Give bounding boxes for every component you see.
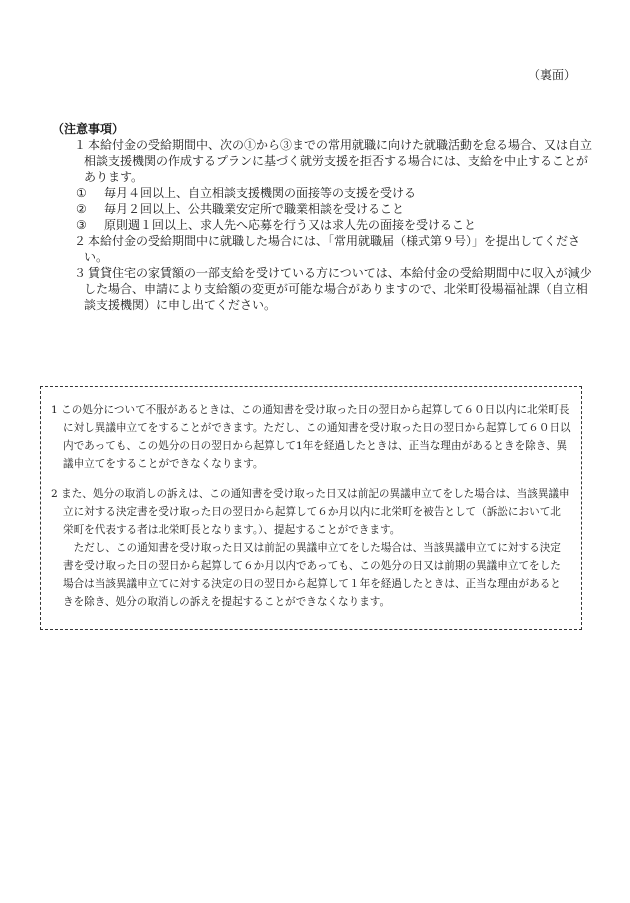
page-side-label: （裏面）: [527, 68, 576, 82]
note-number: ３: [74, 266, 87, 280]
sub-item-3: [76, 217, 592, 233]
sub-item-text: 毎月２回以上、公共職業安定所で職業相談を受けること: [104, 202, 405, 216]
note-number: １: [74, 138, 87, 152]
appeal-number: 1: [51, 404, 58, 416]
sub-item-1: [76, 185, 592, 201]
note-number: ２: [74, 234, 87, 248]
sub-item-text: 原則週１回以上、求人先へ応募を行う又は求人先の面接を受けること: [104, 218, 477, 232]
appeal-paragraph-1: [51, 401, 571, 473]
sub-item-mark: ①: [76, 186, 87, 200]
appeal-text: この処分について不服があるときは、この通知書を受け取った日の翌日から起算して６０日以内に北栄町長に対し異議申立てをすることができます。ただし、この通知書を受け取った日の翌日から起算して６０日以内であっても、この処分の日の翌日から起算して1年を経過したときは、正当な理由があるときを除き、異議申立てをすることができなくなります。: [61, 404, 571, 470]
appeal-number: 2: [51, 488, 58, 500]
note-item-3: [62, 265, 592, 313]
notes-section: [52, 121, 592, 313]
sub-item-mark: ②: [76, 202, 87, 216]
appeal-info-box: [40, 386, 582, 630]
appeal-continuation: ただし、この通知書を受け取った日又は前記の異議申立てをした場合は、当該異議申立てに対する決定書を受け取った日の翌日から起算して６か月以内であっても、この処分の日又は前期の異議申立てをした場合は当該異議申立てに対する決定の日の翌日から起算して１年を経過したときは、正当な理由があるときを除き、処分の取消しの訴えを提起することができなくなります。: [63, 542, 561, 608]
note-sub-list: [52, 185, 592, 233]
note-text: 本給付金の受給期間中に就職した場合には、「常用就職届（様式第９号）」を提出してください。: [84, 234, 581, 264]
appeal-text: また、処分の取消しの訴えは、この通知書を受け取った日又は前記の異議申立てをした場合は、当該異議申立に対する決定書を受け取った日の翌日から起算して６か月以内に北栄町を被告として（訴訟において北栄町を代表する者は北栄町長となります。）、提起することができます。: [61, 488, 570, 536]
sub-item-text: 毎月４回以上、自立相談支援機関の面接等の支援を受ける: [104, 186, 417, 200]
notes-heading: （注意事項）: [52, 122, 125, 136]
note-text: 本給付金の受給期間中、次の①から③までの常用就職に向けた就職活動を怠る場合、又は自立相談支援機関の作成するプランに基づく就労支援を拒否する場合には、支給を中止することがあります。: [84, 138, 593, 184]
sub-item-mark: ③: [76, 218, 87, 232]
note-item-2: [62, 233, 592, 265]
appeal-paragraph-2: [51, 485, 571, 611]
note-text: 賃貸住宅の家賃額の一部支給を受けている方については、本給付金の受給期間中に収入が減少した場合、申請により支給額の変更が可能な場合がありますので、北栄町役場福祉課（自立相談支援機関）に申し出てください。: [84, 266, 592, 312]
note-item-1: [62, 137, 592, 185]
sub-item-2: [76, 201, 592, 217]
